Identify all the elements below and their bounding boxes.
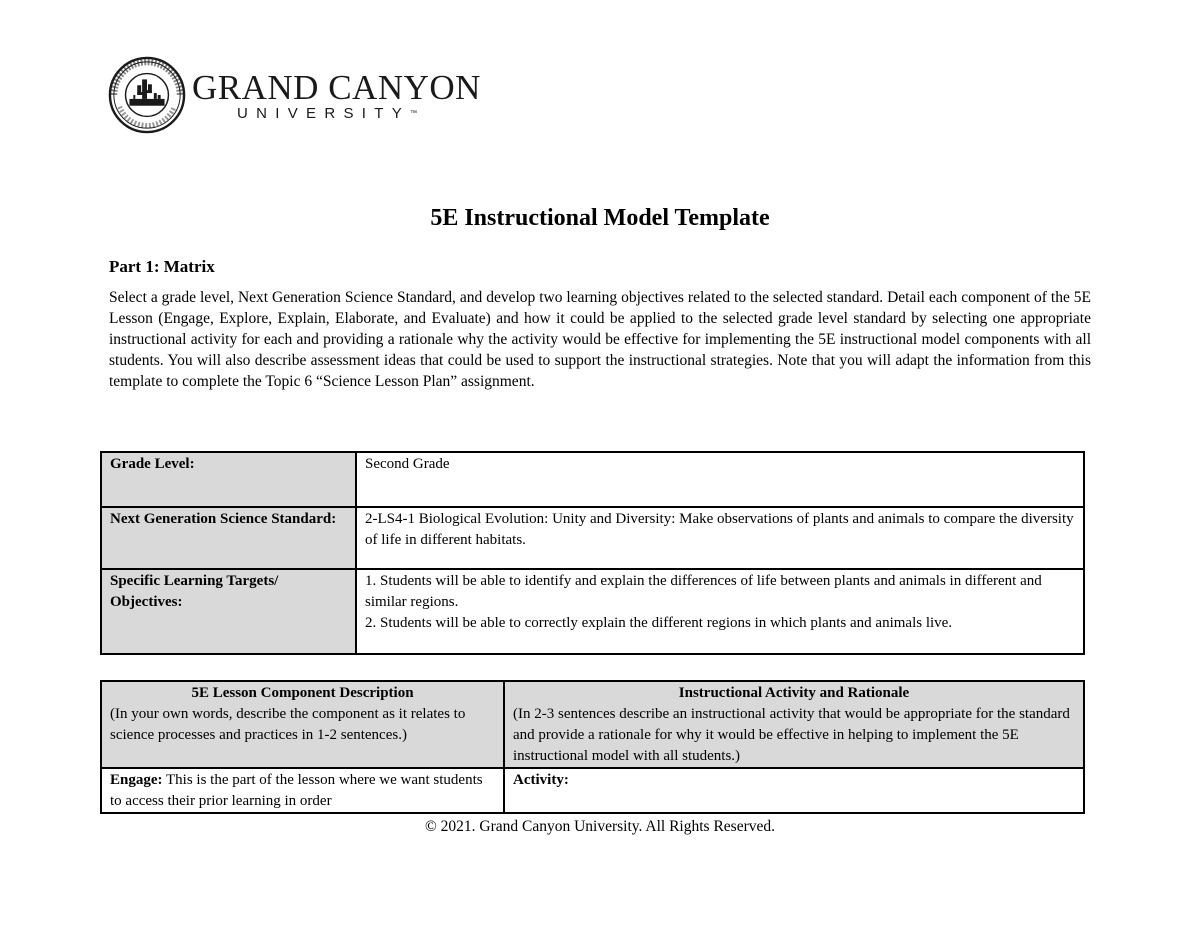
trademark-symbol: ™ <box>410 110 418 117</box>
university-seal-icon <box>108 56 186 134</box>
university-name-bottom-text: UNIVERSITY <box>237 105 411 122</box>
university-wordmark <box>192 70 481 122</box>
engage-text: This is the part of the lesson where we want students to access their prior learning in order <box>110 772 483 809</box>
activity-rationale-note: (In 2-3 sentences describe an instructional activity that would be appropriate for the standard and provide a rationale for why it would be effective in helping to implement the 5E instructional model with all students.) <box>513 706 1070 764</box>
university-logo <box>108 55 481 135</box>
table-row-objectives <box>101 569 1084 654</box>
engage-cell <box>101 768 504 813</box>
component-description-title: 5E Lesson Component Description <box>191 685 414 701</box>
objectives-value <box>356 569 1084 654</box>
part-heading: Part 1: Matrix <box>109 257 215 276</box>
activity-rationale-header <box>504 681 1084 768</box>
activity-rationale-title: Instructional Activity and Rationale <box>678 685 910 701</box>
university-name-top: GRAND CANYON <box>192 68 481 107</box>
engage-activity-cell <box>504 768 1084 813</box>
lesson-info-table <box>100 451 1085 655</box>
university-name-bottom <box>237 106 481 122</box>
table-row-grade-level <box>101 452 1084 507</box>
five-e-lesson-table <box>100 680 1085 814</box>
table-header-row <box>101 681 1084 768</box>
standard-value: 2-LS4-1 Biological Evolution: Unity and Diversity: Make observations of plants and animals to compare the diversity of life in different habitats. <box>356 507 1084 569</box>
objective-2: 2. Students will be able to correctly explain the different regions in which plants and animals live. <box>365 615 953 631</box>
instructions-paragraph: Select a grade level, Next Generation Science Standard, and develop two learning objectives related to the selected standard. Detail each component of the 5E Lesson (Engage, Explore, Explain, Elaborate, and Evaluate) and how it could be applied to the selected grade level standard by selecting one appropriate instructional activity for each and providing a rationale why the activity would be effective for implementing the 5E instructional model components with all students. You will also describe assessment ideas that could be used to support the instructional strategies. Note that you will adapt the information from this template to complete the Topic 6 “Science Lesson Plan” assignment. <box>109 289 1091 390</box>
component-description-note: (In your own words, describe the component as it relates to science processes and practices in 1-2 sentences.) <box>110 706 466 743</box>
grade-level-label: Grade Level: <box>101 452 356 507</box>
grade-level-value: Second Grade <box>356 452 1084 507</box>
engage-label: Engage: <box>110 772 163 788</box>
objective-1: 1. Students will be able to identify and explain the differences of life between plants and animals in different and similar regions. <box>365 573 1042 610</box>
copyright-footer: © 2021. Grand Canyon University. All Rights Reserved. <box>424 818 775 835</box>
table-row-standard <box>101 507 1084 569</box>
component-description-header <box>101 681 504 768</box>
objectives-label: Specific Learning Targets/ Objectives: <box>101 569 356 654</box>
activity-label: Activity: <box>513 772 569 788</box>
table-row-engage <box>101 768 1084 813</box>
standard-label: Next Generation Science Standard: <box>101 507 356 569</box>
document-title: 5E Instructional Model Template <box>430 205 770 231</box>
